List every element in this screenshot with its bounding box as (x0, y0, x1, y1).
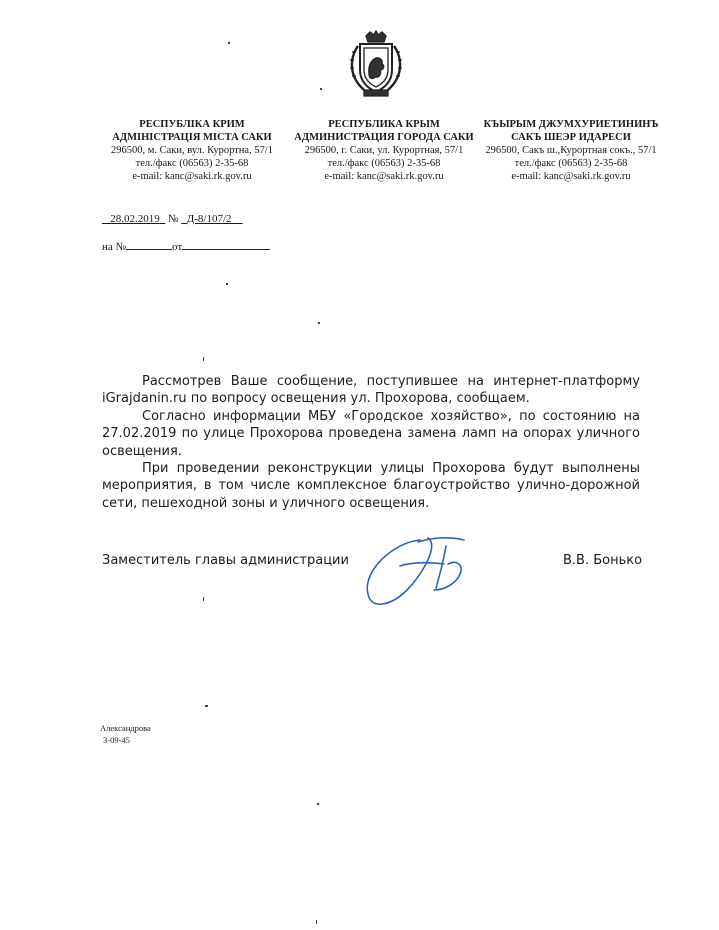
phone: тел./факс (06563) 2-35-68 (135, 158, 249, 169)
paragraph-1: Рассмотрев Ваше сообщение, поступившее на интернет-платформу iGrajdanin.ru по вопросу освещения ул. Прохорова, сообщаем. (102, 374, 640, 407)
signer-name: В.В. Бонько (563, 553, 643, 568)
coat-of-arms-emblem (344, 30, 408, 100)
org-name-line2: АДМІНІСТРАЦІЯ МІСТА САКИ (112, 132, 272, 143)
signer-position: Заместитель главы администрации (102, 553, 349, 568)
email: e-mail: kanc@saki.rk.gov.ru (324, 171, 444, 182)
scan-speck (203, 597, 204, 601)
paragraph-3: При проведении реконструкции улицы Прохорова будут выполнены мероприятия, в том числе комплексное благоустройство улично-дорожной сети, пешеходной зоны и уличного освещения. (102, 461, 640, 511)
executor-name: Александрова (100, 723, 151, 733)
outgoing-registration-line (102, 213, 243, 225)
email: e-mail: kanc@saki.rk.gov.ru (132, 171, 252, 182)
reply-number-label: на № (102, 241, 127, 253)
scan-speck (320, 88, 322, 90)
letter-body (102, 373, 640, 512)
reply-reference-line (102, 239, 270, 253)
executor-info (100, 722, 151, 746)
handwritten-signature (360, 530, 480, 616)
scan-speck (228, 42, 230, 44)
reply-number-blank (126, 239, 172, 250)
scan-speck (203, 357, 204, 361)
phone: тел./факс (06563) 2-35-68 (327, 158, 441, 169)
org-name-line1: РЕСПУБЛІКА КРИМ (139, 119, 245, 130)
address: 296500, м. Саки, вул. Курортна, 57/1 (110, 145, 274, 156)
paragraph-2: Согласно информации МБУ «Городское хозяйство», по состоянию на 27.02.2019 по улице Прохорова проведена замена ламп на опорах уличного освещения. (102, 408, 640, 459)
number-sign: № (168, 213, 179, 225)
email: e-mail: kanc@saki.rk.gov.ru (511, 171, 631, 182)
header-russian (290, 118, 478, 183)
executor-phone: 3-09-45 (103, 735, 130, 745)
header-ukrainian (98, 118, 286, 183)
outgoing-date: 28.02.2019 (110, 213, 160, 225)
address: 296500, г. Саки, ул. Курортная, 57/1 (304, 145, 464, 156)
org-name-line1: РЕСПУБЛИКА КРЫМ (328, 119, 440, 130)
scan-speck (205, 705, 208, 707)
header-crimean-tatar (482, 118, 660, 183)
phone: тел./факс (06563) 2-35-68 (514, 158, 628, 169)
scan-speck (316, 920, 317, 924)
scan-speck (226, 283, 228, 285)
org-name-line1: КЪЫРЫМ ДЖУМХУРИЕТИНИНЪ (483, 119, 659, 130)
org-name-line2: САКЪ ШЕЭР ИДАРЕСИ (511, 132, 631, 143)
reply-date-blank (182, 239, 270, 250)
address: 296500, Сакъ ш.,Курортная сокъ., 57/1 (485, 145, 657, 156)
outgoing-number: Д-8/107/2 (186, 213, 232, 225)
reply-date-label: от (172, 241, 183, 253)
org-name-line2: АДМИНИСТРАЦИЯ ГОРОДА САКИ (294, 132, 474, 143)
scan-speck (318, 322, 320, 324)
scan-speck (317, 803, 319, 805)
